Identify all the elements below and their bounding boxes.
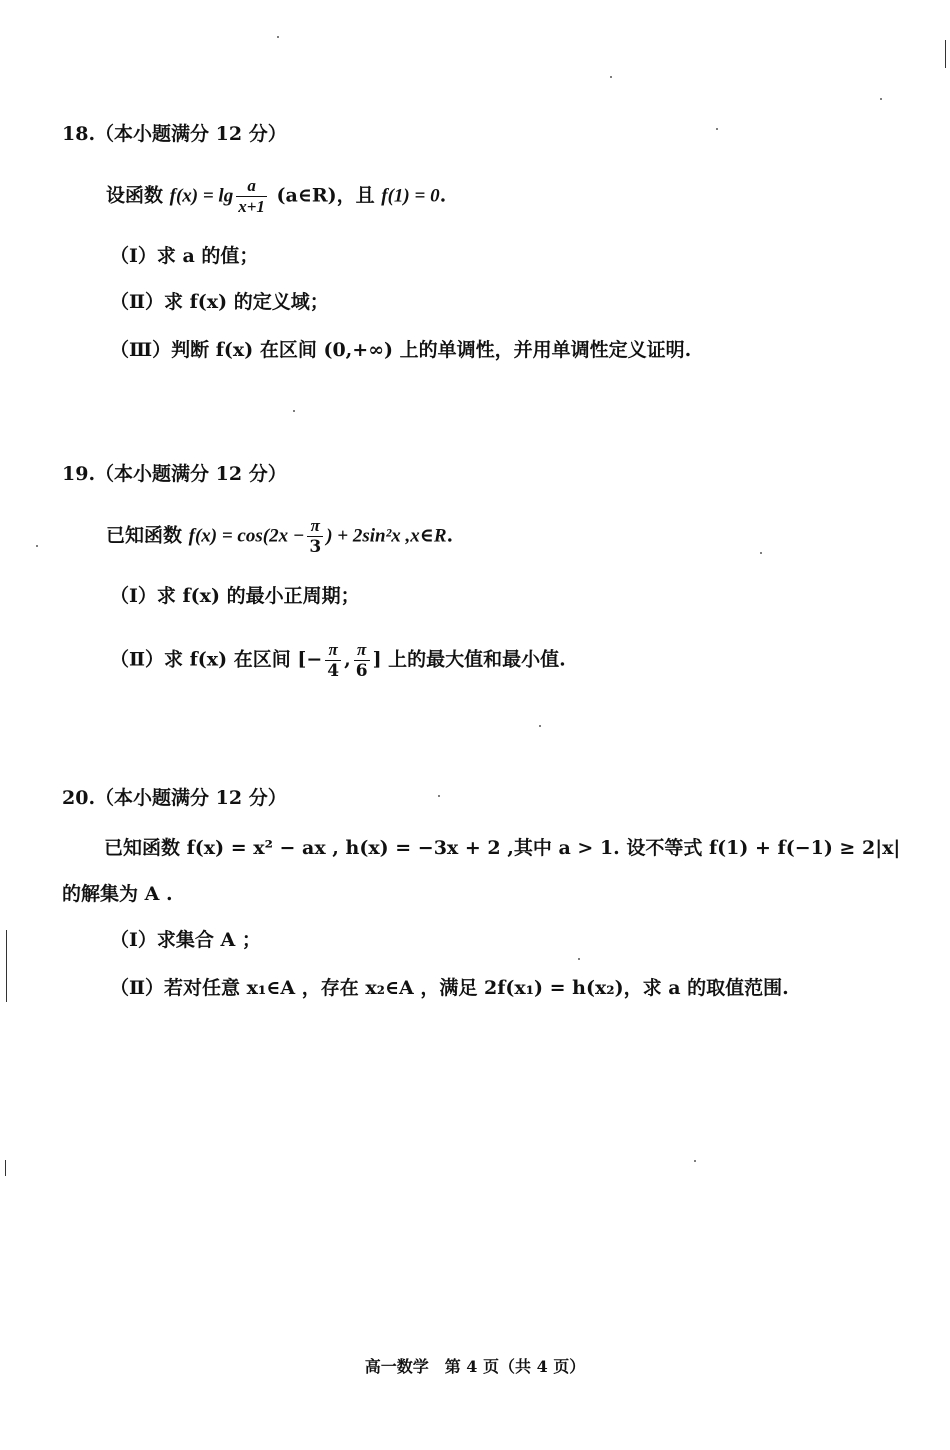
q18-stem-condition: f(1) = 0: [381, 185, 440, 207]
scan-speck: [438, 795, 440, 797]
scan-speck: [293, 410, 295, 412]
q18-stem: [106, 176, 446, 217]
q18-part-2: （Ⅱ）求 f(x) 的定义域；: [110, 291, 329, 313]
q18-frac-numerator: a: [236, 176, 267, 197]
q19-stem-func-rest: ) + 2sin²x ,x∈R: [326, 525, 447, 547]
page-footer: 高一数学 第 4 页（共 4 页）: [364, 1357, 586, 1376]
q19-fraction: [307, 516, 323, 557]
q19-part-2-text-b: ] 上的最大值和最小值.: [372, 648, 566, 671]
q19-stem-func: f(x) = cos(2x −: [188, 525, 305, 547]
scan-speck: [880, 98, 882, 100]
q20-stem-line-2: 的解集为 A .: [62, 883, 173, 905]
q20-heading: 20.（本小题满分 12 分）: [62, 787, 287, 809]
q19-part-2: [110, 640, 566, 681]
scan-speck: [36, 545, 38, 547]
q19-interval-f2-denominator: 6: [355, 661, 368, 681]
q18-part-1: （Ⅰ）求 a 的值；: [110, 245, 259, 267]
q18-stem-text-a: 设函数: [106, 184, 170, 207]
q19-stem-text-d: .: [446, 524, 454, 547]
q19-interval-f2-numerator: π: [354, 640, 370, 661]
scan-speck: [694, 1160, 696, 1162]
q19-heading: 19.（本小题满分 12 分）: [62, 463, 287, 485]
scan-edge-mark: [5, 1160, 6, 1176]
q19-interval-fraction-1: [325, 640, 341, 681]
q18-frac-denominator: x+1: [238, 197, 265, 216]
scan-speck: [578, 958, 580, 960]
q19-stem-text-a: 已知函数: [106, 524, 189, 547]
q18-stem-text-c: (a∈R)，且: [269, 184, 382, 207]
q20-part-1: （Ⅰ）求集合 A ；: [110, 929, 261, 951]
scan-speck: [277, 36, 279, 38]
q19-interval-f1-numerator: π: [325, 640, 341, 661]
q18-stem-func: f(x) = lg: [169, 185, 234, 207]
q19-frac-denominator: 3: [309, 537, 322, 557]
scan-speck: [610, 76, 612, 78]
q19-stem: [106, 516, 453, 557]
q19-interval-fraction-2: [354, 640, 370, 681]
q18-part-3: （Ⅲ）判断 f(x) 在区间 (0,+∞) 上的单调性，并用单调性定义证明.: [110, 339, 692, 361]
q18-heading: 18.（本小题满分 12 分）: [62, 123, 287, 145]
scan-speck: [539, 725, 541, 727]
q19-part-1: （Ⅰ）求 f(x) 的最小正周期；: [110, 585, 360, 607]
q18-stem-text-e: .: [439, 184, 447, 207]
scan-edge-mark: [6, 930, 7, 1002]
q20-part-2: （Ⅱ）若对任意 x₁∈A ，存在 x₂∈A ，满足 2f(x₁) = h(x₂)，求 a 的取值范围.: [110, 977, 789, 999]
q19-interval-f1-denominator: 4: [327, 661, 340, 681]
q19-frac-numerator: π: [307, 516, 323, 537]
q19-part-2-text-a: （Ⅱ）求 f(x) 在区间 [−: [110, 648, 323, 671]
scan-speck: [716, 128, 718, 130]
q19-interval-separator: ,: [344, 648, 351, 671]
q18-fraction: [236, 176, 267, 217]
scan-speck: [760, 552, 762, 554]
scan-edge-mark: [945, 40, 946, 68]
q20-stem-line-1: 已知函数 f(x) = x² − ax , h(x) = −3x + 2 ,其中 a > 1. 设不等式 f(1) + f(−1) ≥ 2|x|: [104, 837, 901, 859]
